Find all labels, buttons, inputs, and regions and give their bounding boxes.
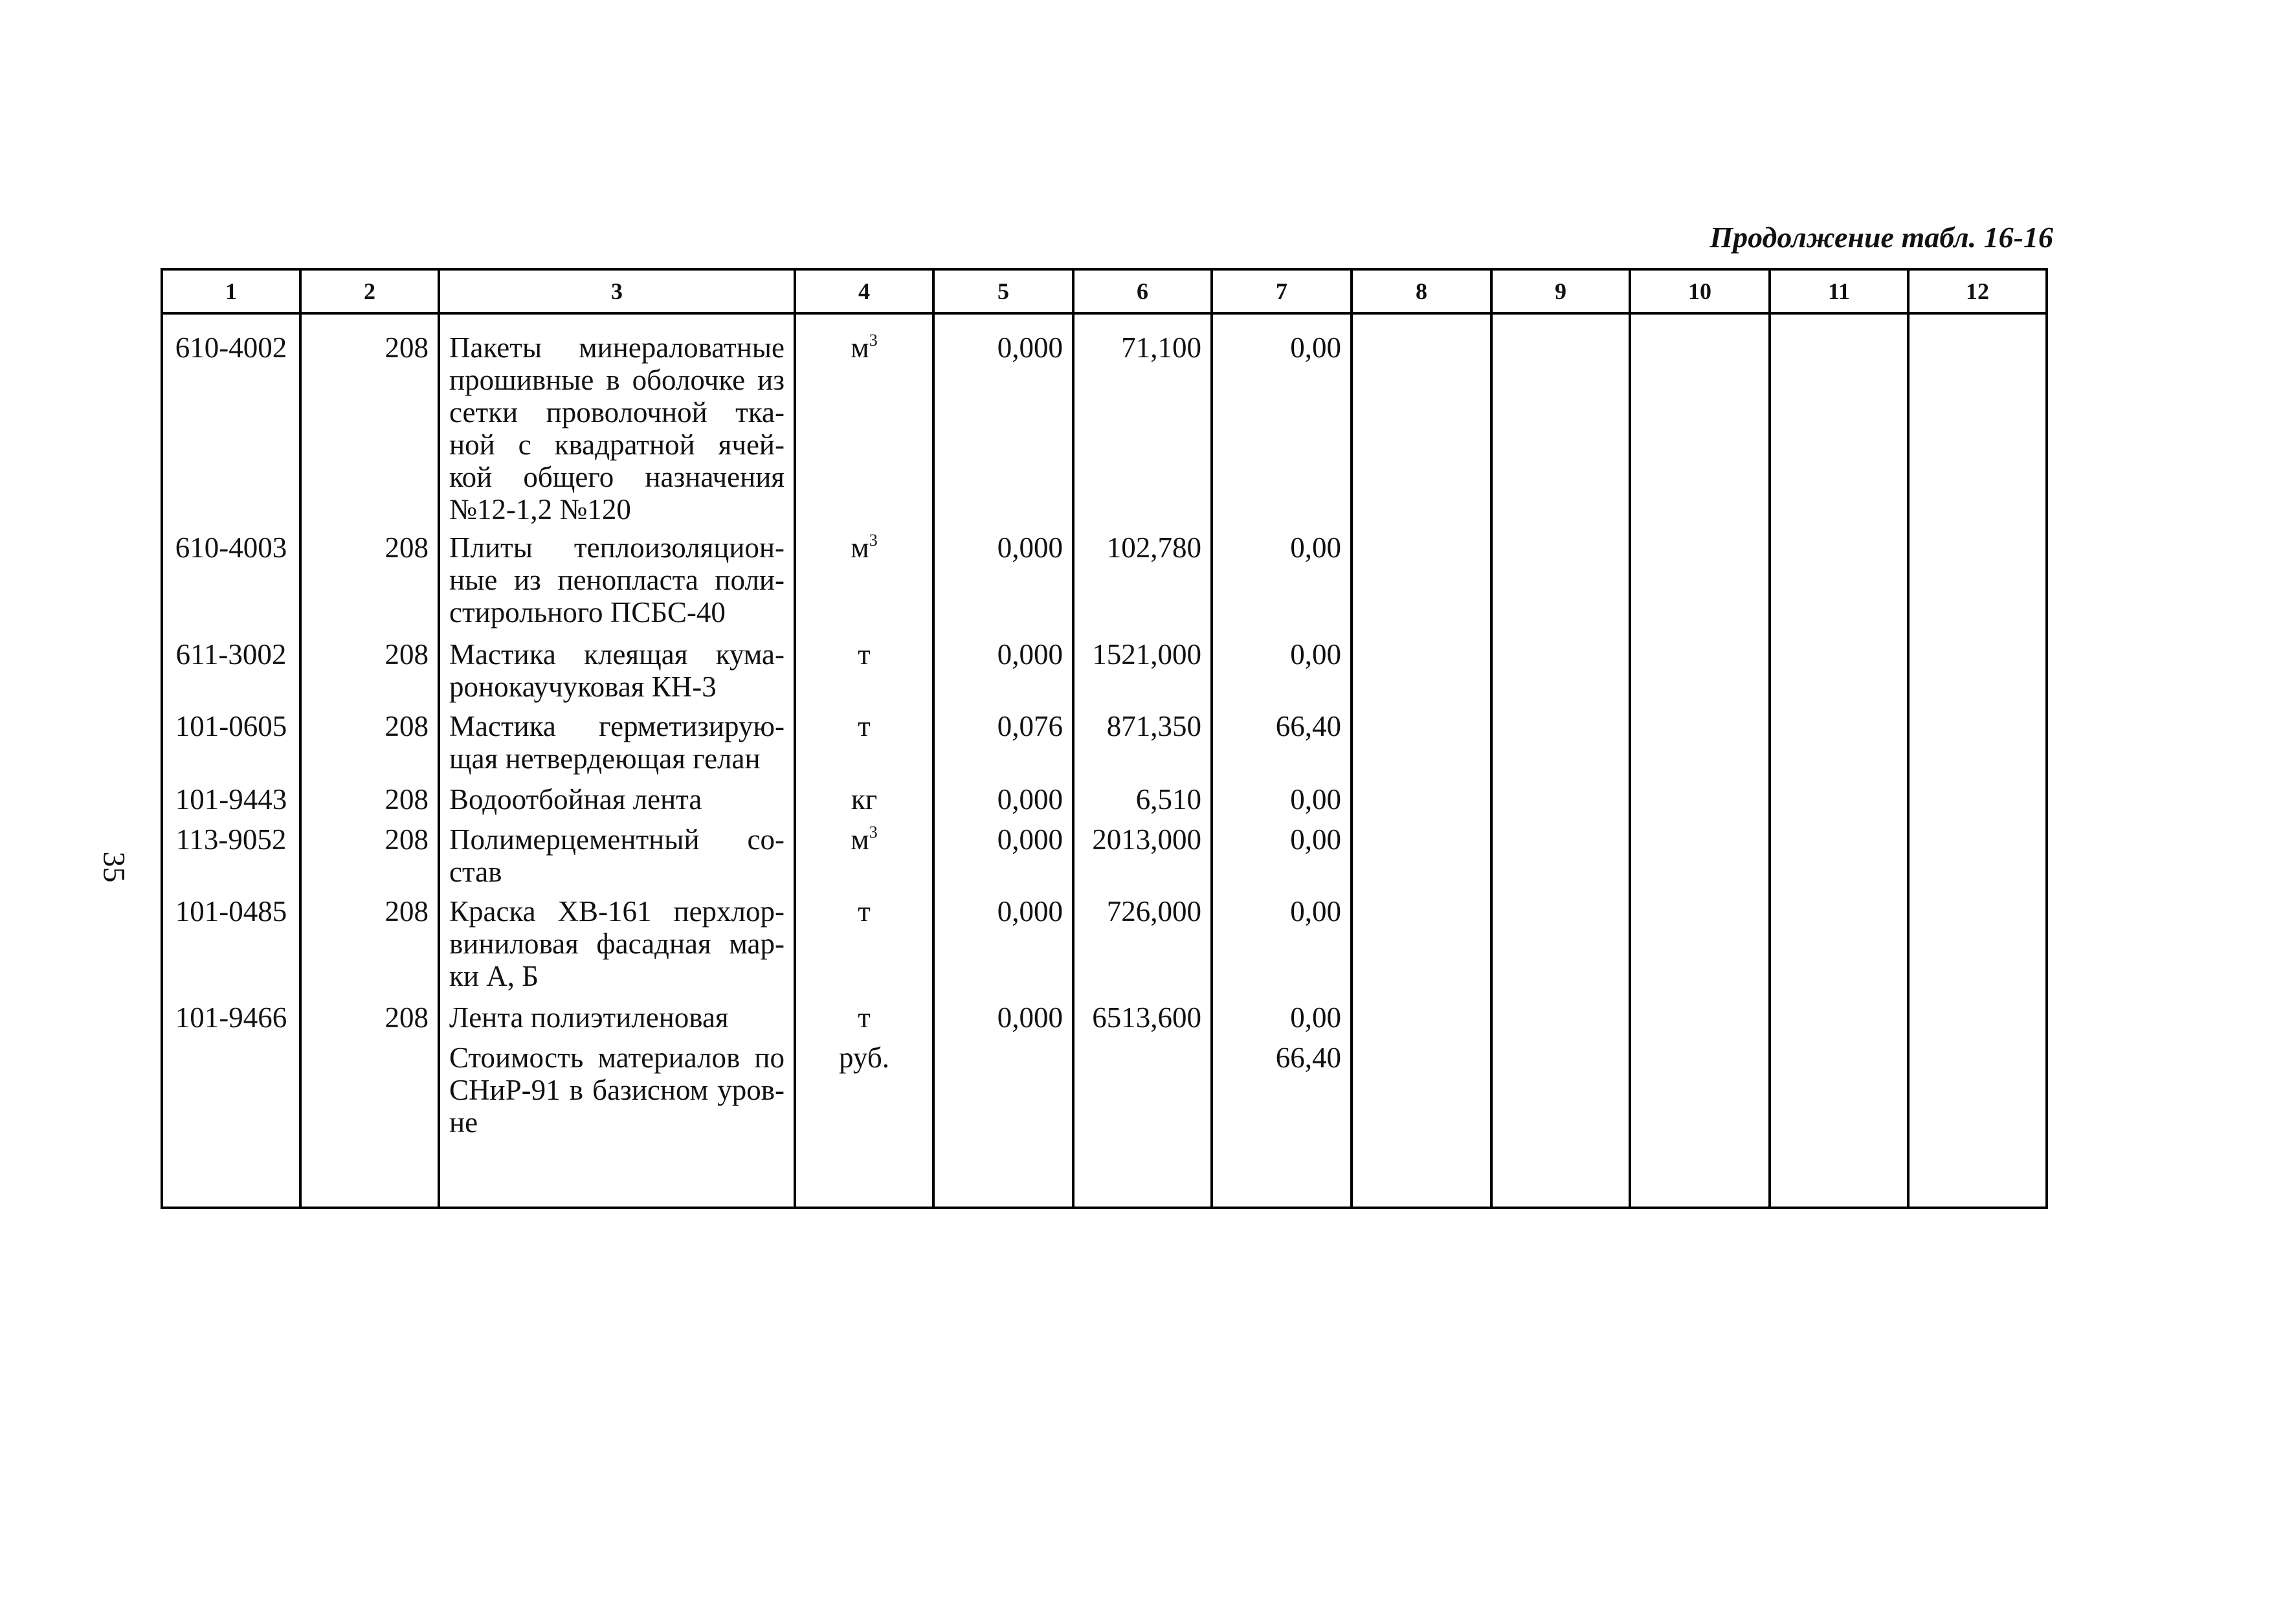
resource-name-cell — [439, 1001, 795, 1041]
column-header-4: 4 — [795, 269, 933, 313]
resource-code-cell: 101-9466 — [162, 1001, 300, 1041]
column-header-2: 2 — [300, 269, 439, 313]
table-row — [162, 1001, 2047, 1041]
resource-name-line: виниловая фасадная мар- — [449, 927, 785, 960]
unit-exponent: 3 — [869, 331, 878, 350]
unit-cell — [795, 710, 933, 783]
price-cell: 6,510 — [1073, 783, 1212, 823]
unit-label: т — [858, 709, 871, 742]
resource-name-line: ной с квадратной ячей- — [449, 428, 785, 461]
cost-cell: 0,00 — [1212, 895, 1352, 1002]
resource-code-cell: 101-0605 — [162, 710, 300, 783]
resource-group-cell — [300, 1041, 439, 1208]
unit-exponent: 3 — [869, 531, 878, 550]
cost-cell: 0,00 — [1212, 531, 1352, 638]
resource-name-cell — [439, 710, 795, 783]
empty-cell-col-11 — [1770, 638, 1908, 710]
empty-cell-col-12 — [1908, 710, 2047, 783]
resource-name-line: кой общего назначения — [449, 461, 785, 493]
empty-cell-col-9 — [1491, 638, 1630, 710]
cost-cell: 66,40 — [1212, 1041, 1352, 1208]
empty-cell-col-10 — [1630, 1001, 1770, 1041]
table-body — [162, 313, 2047, 1208]
unit-cell — [795, 1041, 933, 1208]
table-row — [162, 710, 2047, 783]
empty-cell-col-10 — [1630, 823, 1770, 895]
resource-group-cell: 208 — [300, 531, 439, 638]
resource-name-line: Лента полиэтиленовая — [449, 1001, 729, 1034]
resource-name-line: щая нетвердеющая гелан — [449, 742, 761, 775]
unit-cell — [795, 1001, 933, 1041]
empty-cell-col-9 — [1491, 823, 1630, 895]
materials-table — [161, 268, 2048, 1209]
resource-code-cell: 113-9052 — [162, 823, 300, 895]
empty-cell-col-8 — [1352, 1041, 1491, 1208]
empty-cell-col-8 — [1352, 531, 1491, 638]
empty-cell-col-9 — [1491, 531, 1630, 638]
empty-cell-col-12 — [1908, 1001, 2047, 1041]
empty-cell-col-9 — [1491, 783, 1630, 823]
unit-exponent: 3 — [869, 823, 878, 841]
unit-label: т — [858, 638, 871, 671]
price-cell: 726,000 — [1073, 895, 1212, 1002]
resource-name-line: ные из пенопласта поли- — [449, 564, 785, 597]
resource-name-cell — [439, 531, 795, 638]
resource-name-line: стирольного ПСБС-40 — [449, 596, 726, 629]
resource-code-cell: 101-0485 — [162, 895, 300, 1002]
empty-cell-col-11 — [1770, 783, 1908, 823]
empty-cell-col-12 — [1908, 1041, 2047, 1208]
unit-label: т — [858, 895, 871, 928]
resource-name-cell — [439, 895, 795, 1002]
price-cell: 2013,000 — [1073, 823, 1212, 895]
cost-cell: 0,00 — [1212, 638, 1352, 710]
table-row — [162, 1041, 2047, 1208]
unit-cell — [795, 895, 933, 1002]
resource-name-line: Водоотбойная лента — [449, 783, 702, 816]
resource-name-line: став — [449, 855, 502, 888]
cost-cell: 0,00 — [1212, 783, 1352, 823]
table-caption: Продолжение табл. 16-16 — [1709, 221, 2053, 254]
table-row — [162, 823, 2047, 895]
resource-name-line: прошивные в оболочке из — [449, 364, 785, 396]
quantity-cell: 0,000 — [933, 1001, 1073, 1041]
empty-cell-col-8 — [1352, 823, 1491, 895]
table-row — [162, 895, 2047, 1002]
empty-cell-col-9 — [1491, 1041, 1630, 1208]
unit-label: м — [851, 331, 869, 364]
price-cell: 6513,600 — [1073, 1001, 1212, 1041]
resource-name-cell — [439, 823, 795, 895]
unit-cell — [795, 313, 933, 531]
resource-name-line: №12-1,2 №120 — [449, 493, 631, 526]
empty-cell-col-12 — [1908, 638, 2047, 710]
resource-group-cell: 208 — [300, 895, 439, 1002]
resource-group-cell: 208 — [300, 783, 439, 823]
resource-group-cell: 208 — [300, 638, 439, 710]
resource-group-cell: 208 — [300, 823, 439, 895]
empty-cell-col-8 — [1352, 313, 1491, 531]
table-row — [162, 638, 2047, 710]
empty-cell-col-9 — [1491, 895, 1630, 1002]
resource-name-cell — [439, 1041, 795, 1208]
empty-cell-col-10 — [1630, 783, 1770, 823]
cost-cell: 0,00 — [1212, 1001, 1352, 1041]
unit-label: м — [851, 823, 869, 856]
quantity-cell — [933, 1041, 1073, 1208]
unit-cell — [795, 531, 933, 638]
resource-name-line: Мастика клеящая кума- — [449, 638, 785, 671]
empty-cell-col-11 — [1770, 531, 1908, 638]
empty-cell-col-11 — [1770, 313, 1908, 531]
table-row — [162, 783, 2047, 823]
column-header-11: 11 — [1770, 269, 1908, 313]
table-row — [162, 313, 2047, 531]
empty-cell-col-9 — [1491, 313, 1630, 531]
resource-code-cell: 610-4003 — [162, 531, 300, 638]
unit-cell — [795, 783, 933, 823]
unit-label: м — [851, 531, 869, 564]
empty-cell-col-11 — [1770, 895, 1908, 1002]
resource-group-cell: 208 — [300, 313, 439, 531]
empty-cell-col-12 — [1908, 531, 2047, 638]
column-header-10: 10 — [1630, 269, 1770, 313]
resource-name-cell — [439, 638, 795, 710]
empty-cell-col-11 — [1770, 1001, 1908, 1041]
resource-name-line: Мастика герметизирую- — [449, 709, 785, 742]
column-header-12: 12 — [1908, 269, 2047, 313]
empty-cell-col-8 — [1352, 638, 1491, 710]
price-cell: 871,350 — [1073, 710, 1212, 783]
column-header-3: 3 — [439, 269, 795, 313]
column-header-9: 9 — [1491, 269, 1630, 313]
quantity-cell: 0,000 — [933, 313, 1073, 531]
empty-cell-col-10 — [1630, 710, 1770, 783]
quantity-cell: 0,000 — [933, 531, 1073, 638]
empty-cell-col-12 — [1908, 313, 2047, 531]
resource-name-line: Стоимость материалов по — [449, 1041, 785, 1074]
unit-label: руб. — [839, 1041, 889, 1074]
resource-name-line: сетки проволочной тка- — [449, 396, 785, 428]
quantity-cell: 0,000 — [933, 783, 1073, 823]
price-cell: 102,780 — [1073, 531, 1212, 638]
empty-cell-col-11 — [1770, 1041, 1908, 1208]
resource-name-line: Краска ХВ-161 перхлор- — [449, 895, 785, 928]
unit-label: кг — [851, 783, 878, 816]
unit-cell — [795, 638, 933, 710]
column-header-1: 1 — [162, 269, 300, 313]
empty-cell-col-10 — [1630, 895, 1770, 1002]
column-header-7: 7 — [1212, 269, 1352, 313]
column-header-6: 6 — [1073, 269, 1212, 313]
empty-cell-col-10 — [1630, 531, 1770, 638]
unit-label: т — [858, 1001, 871, 1034]
column-header-5: 5 — [933, 269, 1073, 313]
resource-name-line: ки А, Б — [449, 959, 539, 992]
price-cell: 71,100 — [1073, 313, 1212, 531]
resource-name-line: не — [449, 1106, 478, 1139]
resource-code-cell: 610-4002 — [162, 313, 300, 531]
column-header-8: 8 — [1352, 269, 1491, 313]
resource-code-cell — [162, 1041, 300, 1208]
resource-name-line: ронокаучуковая КН-3 — [449, 670, 717, 703]
price-cell — [1073, 1041, 1212, 1208]
column-number-header — [162, 269, 2047, 313]
resource-group-cell: 208 — [300, 1001, 439, 1041]
empty-cell-col-8 — [1352, 710, 1491, 783]
empty-cell-col-12 — [1908, 783, 2047, 823]
empty-cell-col-12 — [1908, 895, 2047, 1002]
quantity-cell: 0,000 — [933, 895, 1073, 1002]
cost-cell: 0,00 — [1212, 313, 1352, 531]
empty-cell-col-10 — [1630, 1041, 1770, 1208]
empty-cell-col-8 — [1352, 1001, 1491, 1041]
empty-cell-col-10 — [1630, 638, 1770, 710]
resource-code-cell: 101-9443 — [162, 783, 300, 823]
resource-name-line: Пакеты минераловатные — [449, 331, 785, 364]
resource-name-cell — [439, 783, 795, 823]
empty-cell-col-8 — [1352, 895, 1491, 1002]
quantity-cell: 0,000 — [933, 638, 1073, 710]
empty-cell-col-9 — [1491, 1001, 1630, 1041]
page-number: 35 — [96, 851, 131, 883]
empty-cell-col-11 — [1770, 823, 1908, 895]
empty-cell-col-9 — [1491, 710, 1630, 783]
resource-name-cell — [439, 313, 795, 531]
resource-name-line: Полимерцементный со- — [449, 823, 785, 856]
unit-cell — [795, 823, 933, 895]
resource-name-line: Плиты теплоизоляцион- — [449, 531, 785, 564]
price-cell: 1521,000 — [1073, 638, 1212, 710]
quantity-cell: 0,000 — [933, 823, 1073, 895]
empty-cell-col-10 — [1630, 313, 1770, 531]
empty-cell-col-11 — [1770, 710, 1908, 783]
resource-name-line: СНиР-91 в базисном уров- — [449, 1073, 785, 1106]
empty-cell-col-8 — [1352, 783, 1491, 823]
table-row — [162, 531, 2047, 638]
cost-cell: 66,40 — [1212, 710, 1352, 783]
empty-cell-col-12 — [1908, 823, 2047, 895]
resource-group-cell: 208 — [300, 710, 439, 783]
quantity-cell: 0,076 — [933, 710, 1073, 783]
cost-cell: 0,00 — [1212, 823, 1352, 895]
resource-code-cell: 611-3002 — [162, 638, 300, 710]
